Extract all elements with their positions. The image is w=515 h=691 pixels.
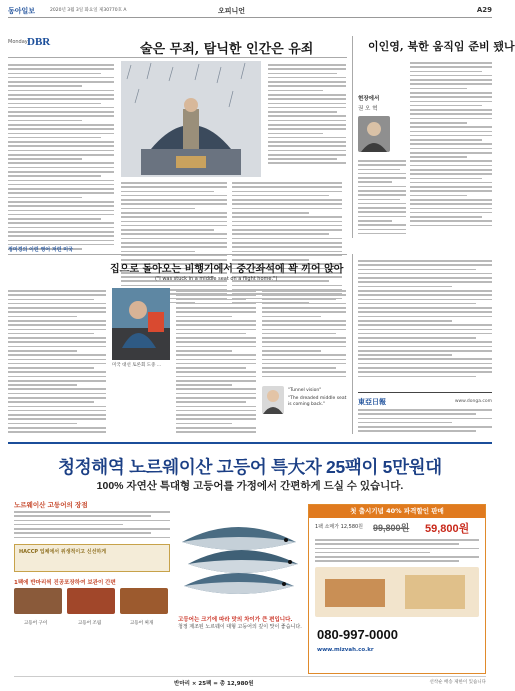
dish-labels xyxy=(14,620,170,628)
home-photo-caption: 미국 대선 토론회 도중 ... xyxy=(112,363,162,368)
order-phone[interactable]: 080-997-0000 xyxy=(317,627,398,642)
haccp-badge xyxy=(14,544,170,572)
north-body-col0 xyxy=(358,160,406,237)
home-photo xyxy=(112,288,170,360)
ad-left-lines xyxy=(14,511,170,541)
notice-box xyxy=(358,392,492,436)
notice-lines xyxy=(358,409,492,435)
quote-1: "Tunnel vision" xyxy=(288,388,322,393)
home-body-col1 xyxy=(8,290,106,436)
home-body-col2 xyxy=(176,290,256,436)
dbr-body-col1 xyxy=(8,64,114,252)
rain-illustration-icon xyxy=(121,61,261,177)
north-headline: 이인영, 북한 움직임 준비 됐나 xyxy=(368,40,515,53)
author-name: 권 오 혁 xyxy=(358,106,378,112)
dbr-logo xyxy=(8,36,56,50)
ad-headline: 청정해역 노르웨이산 고등어 특大자 25팩이 5만원대 xyxy=(58,457,442,477)
ad-left-panel xyxy=(14,500,174,672)
promo-panel xyxy=(308,504,486,674)
price-sale: 99,800원 xyxy=(373,523,410,533)
one-pack-text: 1팩에 반마리씩 진공포장하여 보관이 간편 xyxy=(14,580,116,586)
fish-dish-2 xyxy=(67,588,115,614)
order-site[interactable]: www.mizvah.co.kr xyxy=(317,647,374,653)
author-box xyxy=(358,94,406,154)
order-bar xyxy=(14,676,486,688)
promo-photo xyxy=(315,567,479,617)
ad-subheadline: 100% 자연산 특대형 고등어를 가정에서 간편하게 드실 수 있습니다. xyxy=(96,480,404,492)
order-footer: 선착순 배송 제한이 있습니다 xyxy=(429,680,486,685)
notice-url[interactable]: www.donga.com xyxy=(454,399,492,404)
author-title: 현장에서 xyxy=(358,96,380,102)
dbr-body-col3 xyxy=(232,182,342,306)
north-body-col2 xyxy=(358,260,492,380)
dbr-logo-text: DBR xyxy=(27,36,51,48)
masthead xyxy=(8,6,492,18)
ad-left-title: 노르웨이산 고등어의 장점 xyxy=(14,501,88,509)
mackerel-photo xyxy=(178,502,304,612)
mackerel-ad xyxy=(8,442,492,688)
newspaper-name: 동아일보 xyxy=(8,7,36,15)
promo-title: 첫 출시기념 40% 파격할인 판매 xyxy=(309,505,485,518)
dbr-byline: 정미경의 이런 영어 저런 미국 xyxy=(8,247,73,253)
notice-logo: 東亞日報 xyxy=(358,397,386,406)
ad-bottom-line2: 청정 제조된 노르웨이 대형 고등어의 깊이 맛이 좋습니다. xyxy=(178,624,302,630)
quote-box xyxy=(262,386,348,434)
home-headline: 집으로 돌아오는 비행기에서 중간좌석에 꽉 끼어 앉아 xyxy=(110,264,344,275)
promo-lines xyxy=(315,539,479,565)
section-title: 오피니언 xyxy=(218,7,246,15)
home-body-col3 xyxy=(262,290,346,380)
divider xyxy=(8,57,347,58)
author-thumb xyxy=(262,386,284,414)
issue-date: 2020년 3월 3일 화요일 제30770호 A xyxy=(50,8,127,13)
quote-2: "The dreaded middle seat is coming back." xyxy=(288,396,347,407)
column-divider xyxy=(352,254,353,434)
home-subhead: ("I was stuck in a middle seat on a flight home.") xyxy=(155,276,278,282)
fish-dish-3 xyxy=(120,588,168,614)
dbr-headline: 술은 무죄, 탐닉한 인간은 유죄 xyxy=(140,42,314,57)
dish-label-1: 고등어 구이 xyxy=(24,621,48,626)
one-pack-badge xyxy=(14,578,170,616)
dbr-logo-label: Monday xyxy=(8,39,28,45)
dish-label-3: 고등어 찌개 xyxy=(130,621,154,626)
page-number: A29 xyxy=(476,6,492,14)
order-label: 반마리 × 25팩 = 총 12,980원 xyxy=(174,681,254,687)
dbr-body-col4 xyxy=(268,64,346,167)
north-body-col1 xyxy=(410,62,492,229)
mackerel-fish-icon xyxy=(178,502,304,612)
price-final: 59,800원 xyxy=(425,523,470,535)
fish-photos xyxy=(14,588,170,616)
haccp-badge-text: HACCP 업체에서 위생적이고 신선하게 xyxy=(19,549,107,555)
author-photo xyxy=(358,116,390,152)
divider xyxy=(8,254,347,255)
fish-dish-1 xyxy=(14,588,62,614)
column-divider xyxy=(352,36,353,238)
ad-bottom-line1: 고등어는 크기에 따라 맛의 차이가 큰 편입니다. xyxy=(178,617,293,623)
price-original: 1팩 소매가 12,580원 xyxy=(315,524,364,530)
dish-label-2: 고등어 조림 xyxy=(78,621,102,626)
dbr-illustration xyxy=(121,61,261,177)
ad-bottom-text xyxy=(178,616,306,631)
